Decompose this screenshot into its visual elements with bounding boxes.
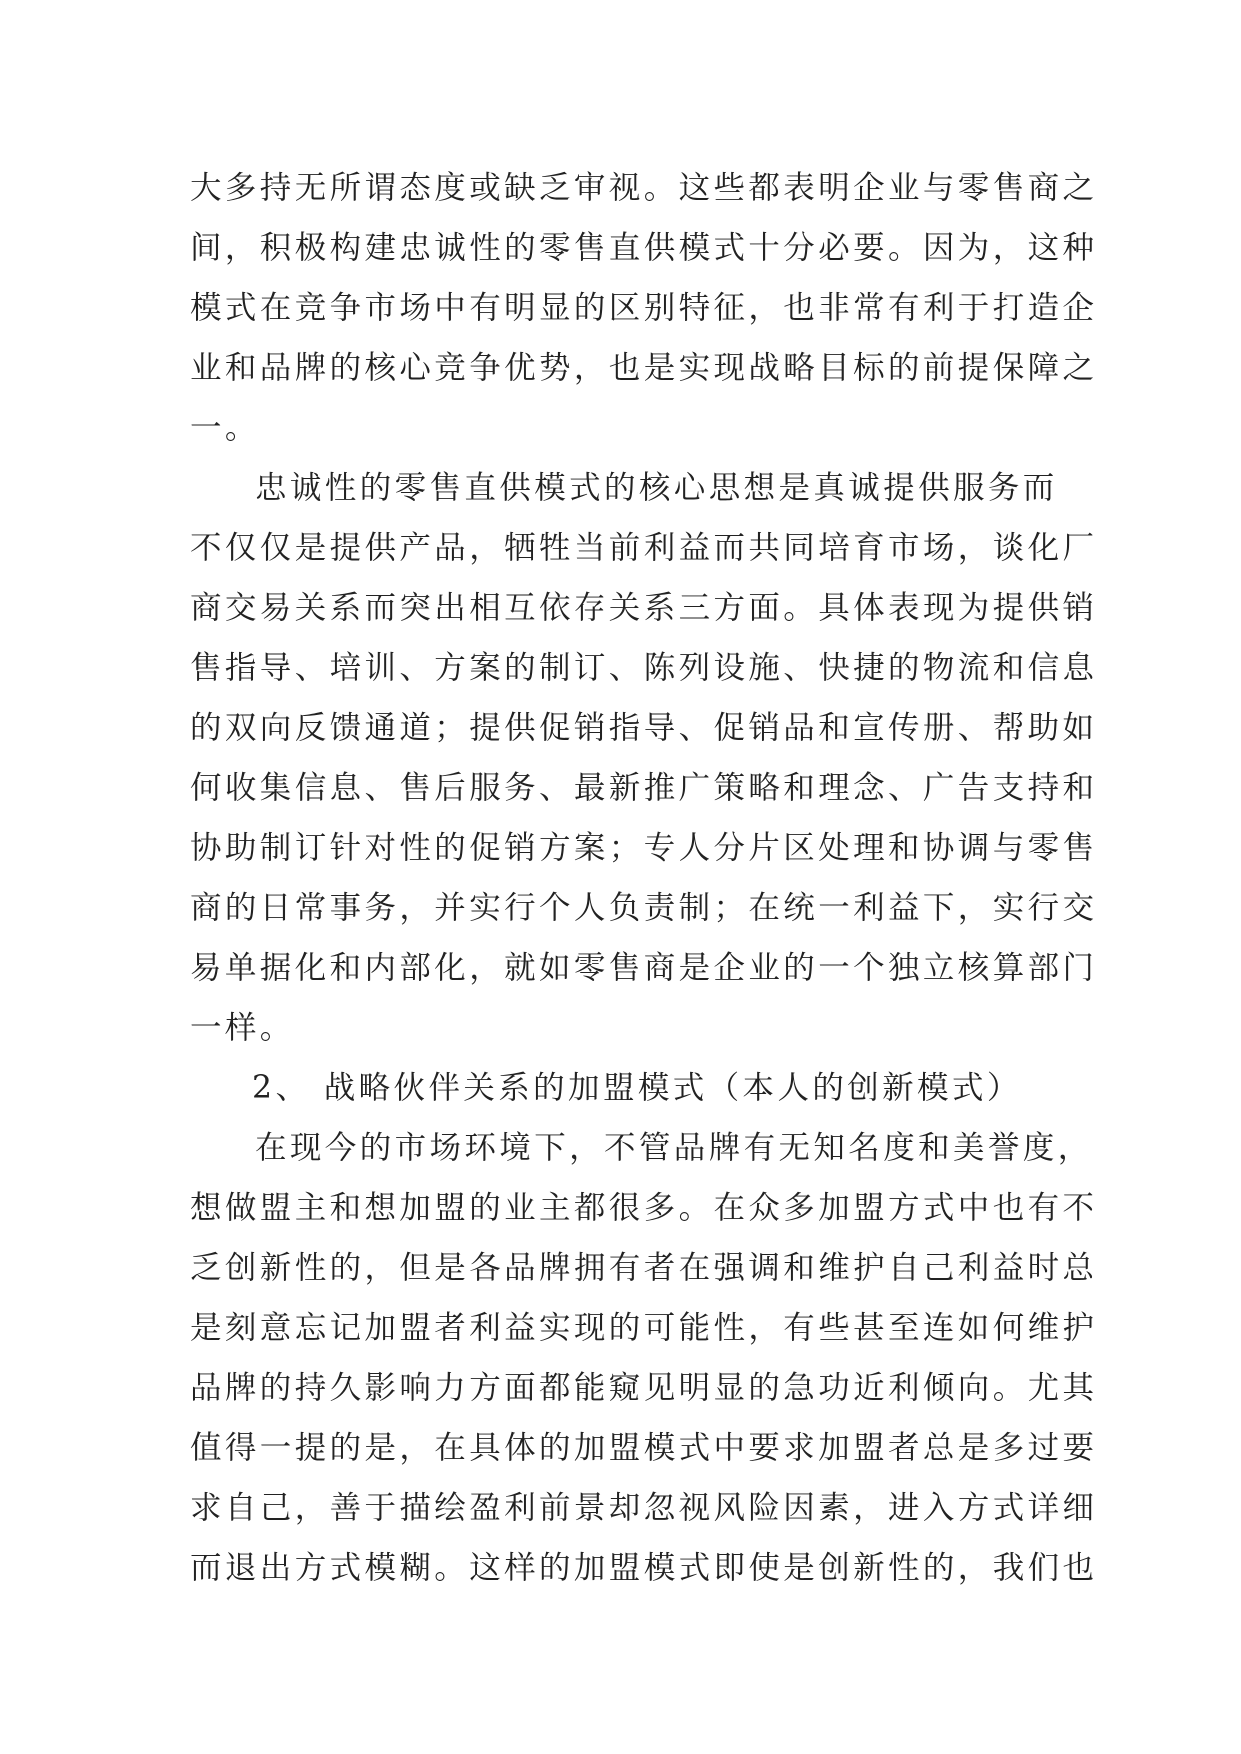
text-line: 模式在竞争市场中有明显的区别特征，也非常有利于打造企 bbox=[190, 290, 1098, 326]
text-line: 的双向反馈通道；提供促销指导、促销品和宣传册、帮助如 bbox=[190, 710, 1098, 746]
text-line: 不仅仅是提供产品，牺牲当前利益而共同培育市场，谈化厂 bbox=[190, 530, 1098, 566]
text-line: 售指导、培训、方案的制订、陈列设施、快捷的物流和信息 bbox=[190, 650, 1098, 686]
paragraph-first-line: 忠诚性的零售直供模式的核心思想是真诚提供服务而 bbox=[255, 470, 1058, 506]
text-line: 乏创新性的，但是各品牌拥有者在强调和维护自己利益时总 bbox=[190, 1250, 1098, 1286]
text-line: 一样。 bbox=[190, 1010, 295, 1046]
paragraph-first-line: 在现今的市场环境下，不管品牌有无知名度和美誉度， bbox=[255, 1130, 1093, 1166]
text-line: 协助制订针对性的促销方案；专人分片区处理和协调与零售 bbox=[190, 830, 1098, 866]
text-line: 值得一提的是，在具体的加盟模式中要求加盟者总是多过要 bbox=[190, 1430, 1098, 1466]
text-line: 易单据化和内部化，就如零售商是企业的一个独立核算部门 bbox=[190, 950, 1098, 986]
body-text bbox=[190, 158, 1098, 1598]
text-line: 何收集信息、售后服务、最新推广策略和理念、广告支持和 bbox=[190, 770, 1098, 806]
text-line: 是刻意忘记加盟者利益实现的可能性，有些甚至连如何维护 bbox=[190, 1310, 1098, 1346]
text-line: 业和品牌的核心竞争优势，也是实现战略目标的前提保障之 bbox=[190, 350, 1098, 386]
text-line: 大多持无所谓态度或缺乏审视。这些都表明企业与零售商之 bbox=[190, 170, 1098, 206]
text-line: 想做盟主和想加盟的业主都很多。在众多加盟方式中也有不 bbox=[190, 1190, 1098, 1226]
text-line: 而退出方式模糊。这样的加盟模式即使是创新性的，我们也 bbox=[190, 1550, 1098, 1586]
text-line: 一。 bbox=[190, 410, 260, 446]
text-line: 间，积极构建忠诚性的零售直供模式十分必要。因为，这种 bbox=[190, 230, 1098, 266]
text-line: 商的日常事务，并实行个人负责制；在统一利益下，实行交 bbox=[190, 890, 1098, 926]
text-line: 求自己，善于描绘盈利前景却忽视风险因素，进入方式详细 bbox=[190, 1490, 1098, 1526]
section-heading: 2、 战略伙伴关系的加盟模式（本人的创新模式） bbox=[252, 1070, 1022, 1106]
text-line: 品牌的持久影响力方面都能窥见明显的急功近利倾向。尤其 bbox=[190, 1370, 1098, 1406]
text-line: 商交易关系而突出相互依存关系三方面。具体表现为提供销 bbox=[190, 590, 1098, 626]
